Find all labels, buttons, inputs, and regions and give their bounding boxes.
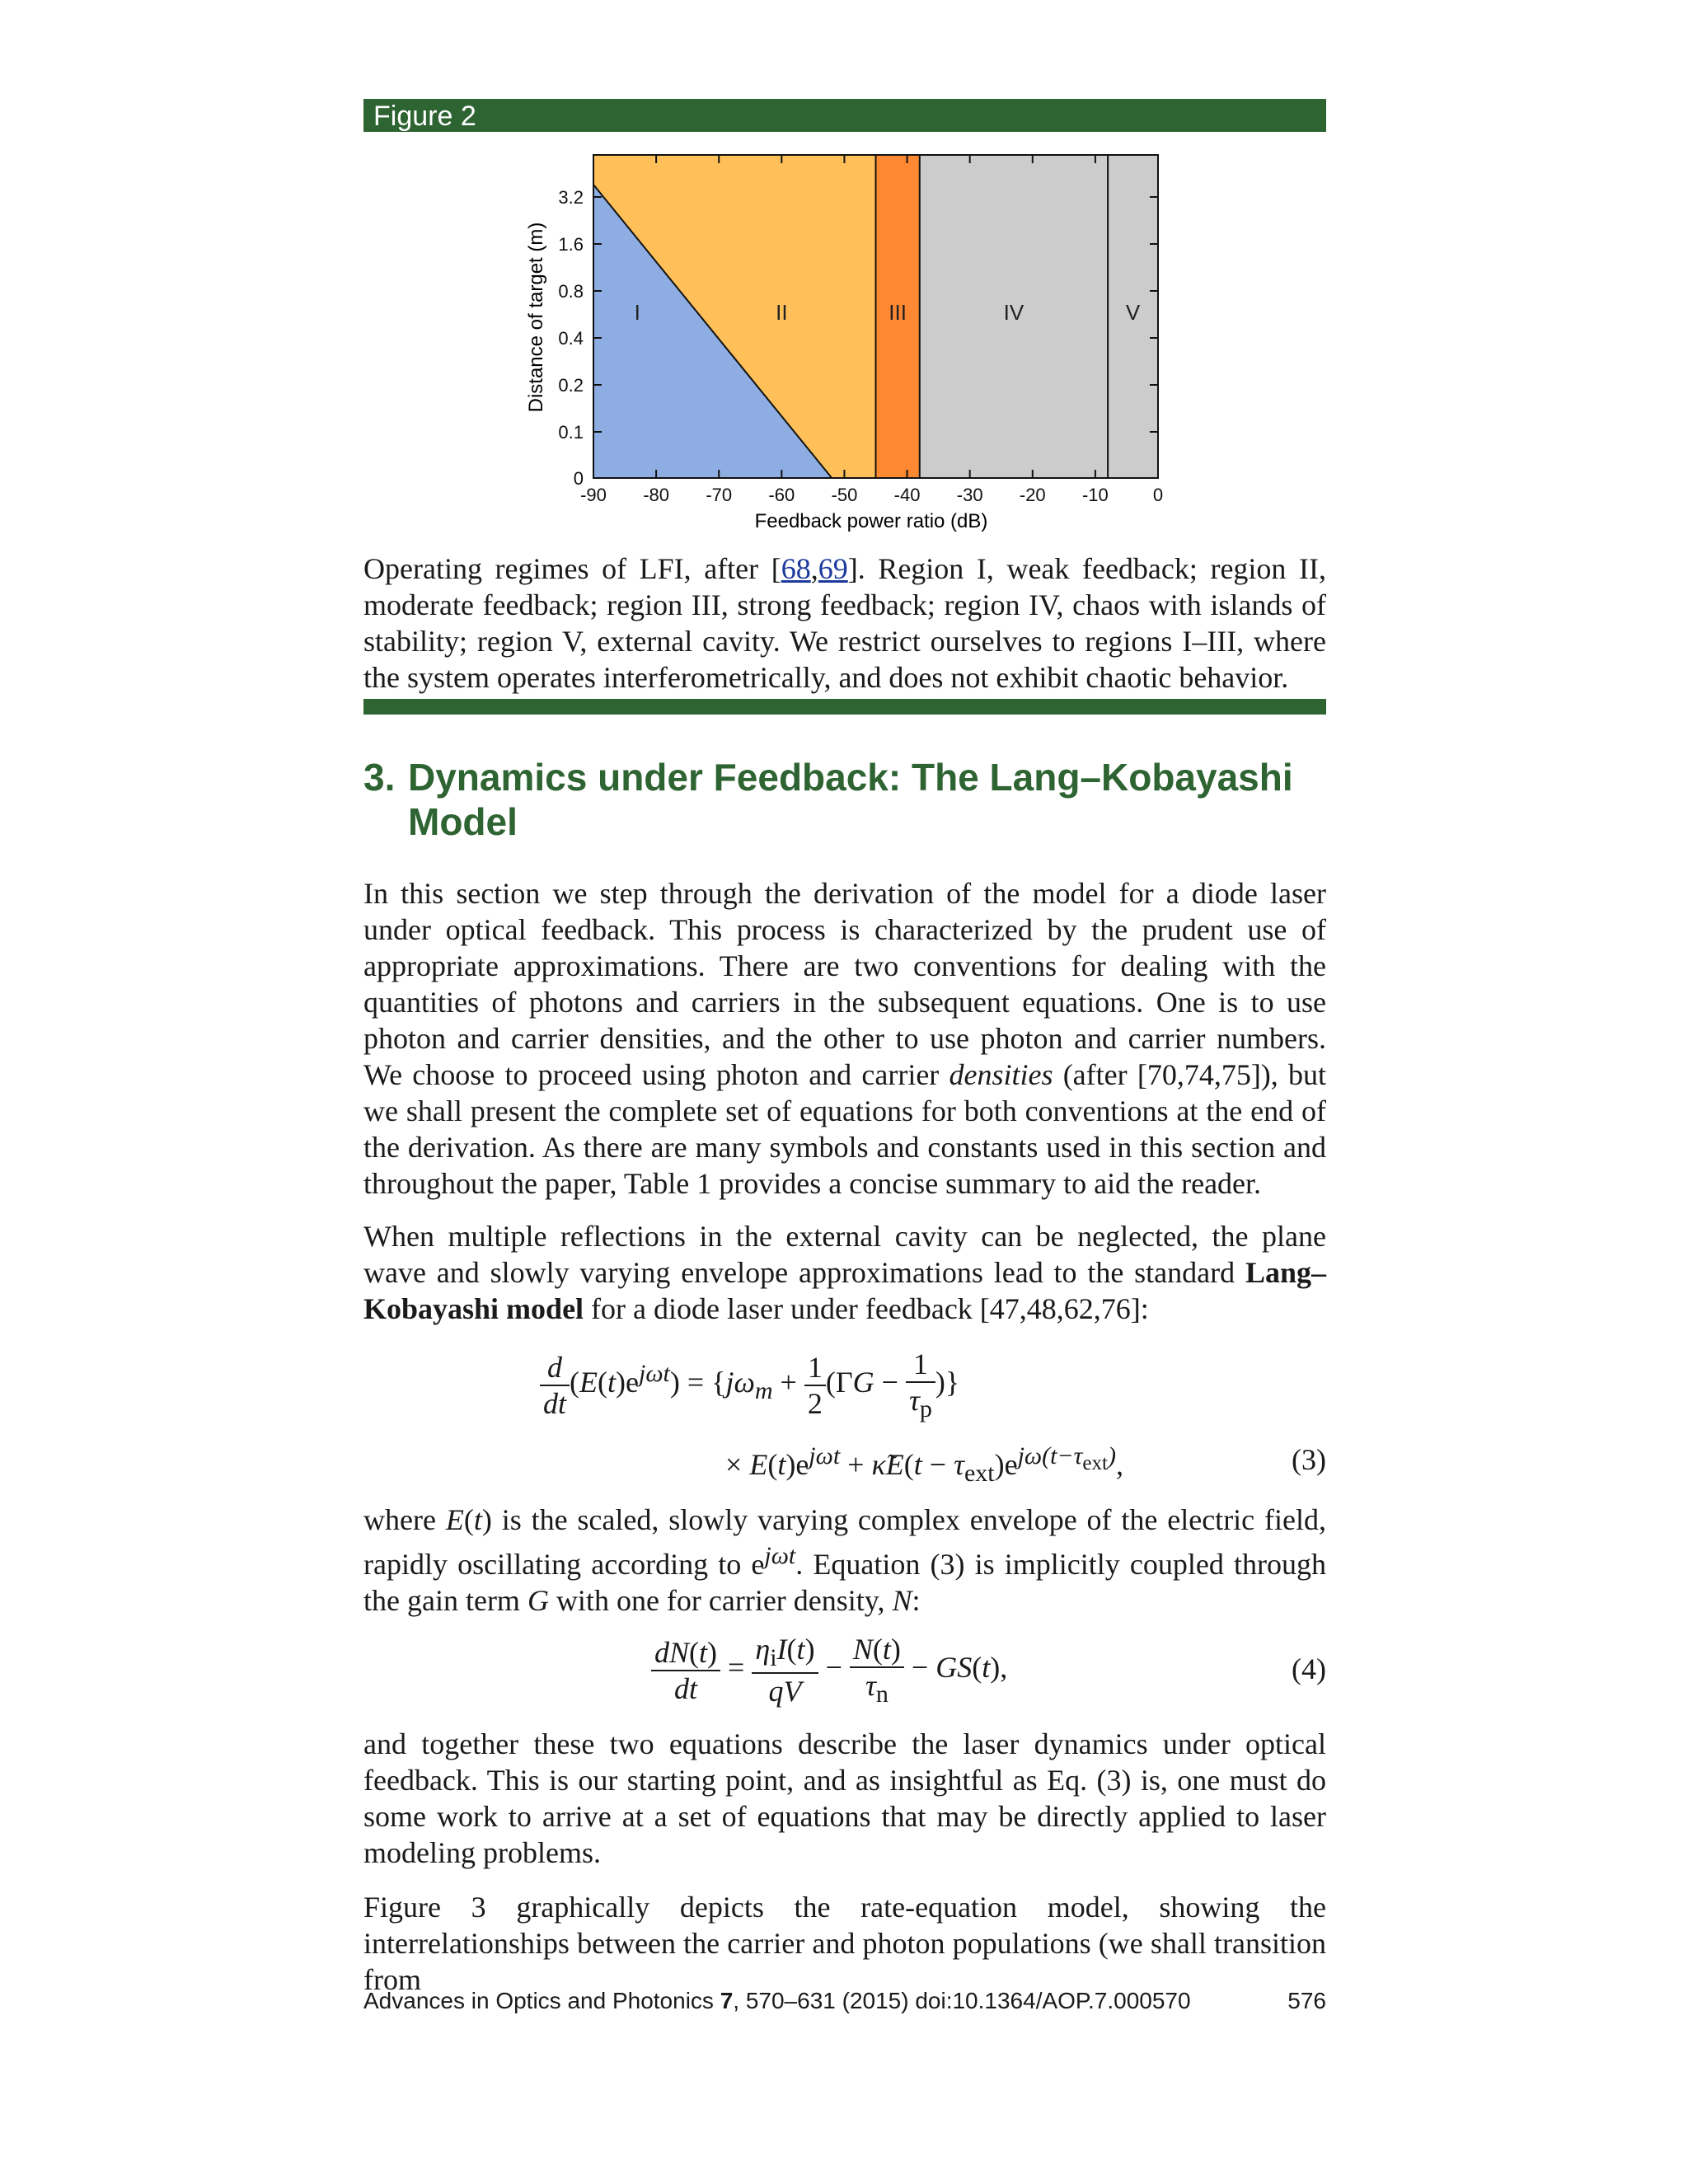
operating-regimes-chart bbox=[495, 140, 1203, 544]
equation-3-line-2: × $E(t)e^{j\omega t}$ + κ̃E(t − $\tau_{ext})e^{j\omega(t-\tau_{ext})}$, bbox=[725, 1442, 1123, 1488]
paragraph-5: Figure 3 graphically depicts the rate-equation model, showing the interrelationships between the carrier and photon populations (we shall transition from bbox=[363, 1891, 1326, 1996]
x-tick-label: -60 bbox=[768, 485, 795, 505]
paragraph-4: and together these two equations describe the laser dynamics under optical feedback. This is our starting point, and as insightful as Eq. (3) is, one must do some work to arrive at a set of equations that may be directly applied to laser modeling problems. bbox=[363, 1727, 1326, 1869]
equation-3-link[interactable]: 3 bbox=[940, 1548, 955, 1581]
ref-link-74[interactable]: 74 bbox=[1184, 1058, 1214, 1091]
paragraph-1: In this section we step through the derivation of the model for a diode laser under optical feedback. This process is characterized by the prudent use of appropriate approximations. There are two conventions for dealing with the quantities of photons and carriers in the subsequent equations. One is to use photon and carrier densities, and the other to use photon and carrier numbers. We choose to proceed using photon and carrier densities (after [70,74,75]), but we shall present the complete set of equations for both conventions at the end of the derivation. As there are many symbols and constants used in this section and throughout the paper, Table 1 provides a concise summary to aid the reader. bbox=[363, 877, 1326, 1200]
y-tick-label: 0.8 bbox=[558, 281, 584, 302]
y-tick-label: 0.4 bbox=[558, 328, 584, 349]
figure-3-link[interactable]: 3 bbox=[471, 1891, 486, 1924]
equation-3-number: (3) bbox=[1292, 1443, 1326, 1476]
y-tick-label: 0.1 bbox=[558, 422, 584, 443]
figure-caption: Operating regimes of LFI, after [68,69]. Region I, weak feedback; region II, moderate feedback; region III, strong feedback; region IV, chaos with islands of stability; region V, external cavity. We restrict ourselves to regions I–III, where the system operates interferometrically, and does not exhibit chaotic behavior. bbox=[363, 552, 1326, 694]
x-tick-label: -20 bbox=[1019, 485, 1046, 505]
ref-link-48[interactable]: 48 bbox=[1026, 1292, 1057, 1325]
x-tick-label: -10 bbox=[1081, 485, 1109, 505]
ref-link-76[interactable]: 76 bbox=[1100, 1292, 1131, 1325]
equation-3-link-2[interactable]: 3 bbox=[1106, 1764, 1122, 1797]
page-number: 576 bbox=[1287, 1988, 1326, 2013]
paragraph-2: When multiple reflections in the external cavity can be neglected, the plane wave and slowly varying envelope approximations lead to the standard Lang–Kobayashi model for a diode laser under feedback [47,48,62,76]: bbox=[363, 1220, 1326, 1325]
equation-4: $\frac{dN(t)}{dt}$ = $\frac{\eta_iI(t)}{qV}$ − $\frac{N(t)}{\tau_n}$ − GS(t), bbox=[651, 1632, 1007, 1708]
figure-label-bar bbox=[363, 99, 1326, 132]
region-label-ii: II bbox=[776, 300, 788, 325]
y-axis-label: Distance of target (m) bbox=[525, 222, 547, 413]
ref-link-69[interactable]: 69 bbox=[818, 552, 848, 585]
region-iv-v bbox=[920, 155, 1158, 478]
page-footer bbox=[363, 1988, 1326, 2021]
region-label-iv: IV bbox=[1003, 300, 1025, 325]
x-tick-label: -30 bbox=[956, 485, 983, 505]
y-tick-label: 0.2 bbox=[558, 375, 584, 396]
section-heading: 3. Dynamics under Feedback: The Lang–Kobayashi Model bbox=[363, 756, 1293, 843]
y-tick-label: 0 bbox=[573, 468, 584, 489]
ref-link-70[interactable]: 70 bbox=[1146, 1058, 1177, 1091]
ref-link-62[interactable]: 62 bbox=[1063, 1292, 1094, 1325]
x-tick-label: -40 bbox=[893, 485, 921, 505]
ref-link-47[interactable]: 47 bbox=[989, 1292, 1020, 1325]
plot-area bbox=[593, 155, 1158, 478]
y-tick-label: 1.6 bbox=[558, 234, 584, 255]
ref-link-75[interactable]: 75 bbox=[1221, 1058, 1251, 1091]
caption-rule bbox=[363, 699, 1326, 715]
region-label-iii: III bbox=[889, 300, 907, 325]
region-label-v: V bbox=[1125, 300, 1141, 325]
x-tick-label: 0 bbox=[1152, 485, 1164, 505]
x-tick-label: -50 bbox=[831, 485, 858, 505]
x-tick-label: -80 bbox=[643, 485, 670, 505]
equation-3-line-1: $\frac{d}{dt}$ $(E(t)e^{j\omega t}) = \{j\omega_m$ + $\frac{1}{2}$ (ΓG − $\frac{1}{\tau_p}$ )} bbox=[540, 1347, 959, 1423]
x-tick-label: -70 bbox=[706, 485, 733, 505]
x-axis-label: Feedback power ratio (dB) bbox=[754, 510, 988, 532]
y-tick-label: 3.2 bbox=[558, 187, 584, 208]
ref-link-68[interactable]: 68 bbox=[781, 552, 811, 585]
paragraph-3: where E(t) is the scaled, slowly varying complex envelope of the electric field, rapidly oscillating according to $e^{j\omega t}$. Equation (3) is implicitly coupled through the gain term G with one for carrier density, N: bbox=[363, 1503, 1326, 1617]
table-1-link[interactable]: 1 bbox=[696, 1167, 712, 1200]
footer-citation: Advances in Optics and Photonics 7, 570–631 (2015) doi:10.1364/AOP.7.000570 bbox=[363, 1988, 1191, 2013]
x-tick-label: -90 bbox=[580, 485, 607, 505]
region-label-i: I bbox=[634, 300, 640, 325]
equation-4-number: (4) bbox=[1292, 1652, 1326, 1685]
figure-label: Figure 2 bbox=[373, 101, 476, 132]
